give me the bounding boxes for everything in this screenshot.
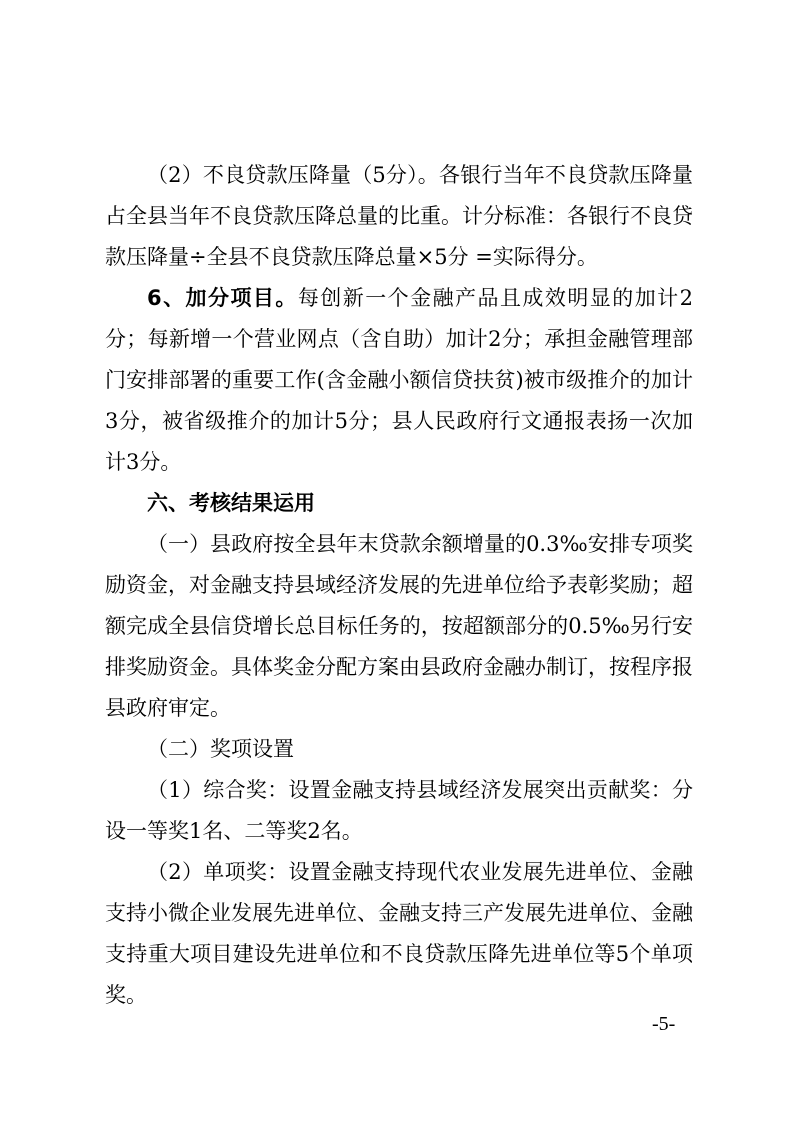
paragraph-reward-funds: （一）县政府按全县年末贷款余额增量的0.3‰安排专项奖励资金，对金融支持县域经济发展的先进单位给予表彰奖励；超额完成全县信贷增长总目标任务的，按超额部分的0.5‰另行安排奖励资金。具体奖金分配方案由县政府金融办制订，按程序报县政府审定。 <box>105 532 693 720</box>
paragraph-bonus-items <box>105 278 693 483</box>
paragraph-bad-loan-reduction: （2）不良贷款压降量（5分）。各银行当年不良贷款压降量占全县当年不良贷款压降总量的比重。计分标准：各银行不良贷款压降量÷全县不良贷款压降总量×5分 =实际得分。 <box>105 163 693 269</box>
page-number: -5- <box>652 1013 676 1035</box>
body-text <box>105 155 693 1016</box>
paragraph-comprehensive-award: （1）综合奖：设置金融支持县域经济发展突出贡献奖：分设一等奖1名、二等奖2名。 <box>105 778 693 843</box>
bonus-items-text: 每创新一个金融产品且成效明显的加计2分；每新增一个营业网点（含自助）加计2分；承担金融管理部门安排部署的重要工作(含金融小额信贷扶贫)被市级推介的加计3分，被省级推介的加计5分；县人民政府行文通报表扬一次加计3分。 <box>105 286 693 474</box>
paragraph-award-setting: （二）奖项设置 <box>147 737 294 761</box>
paragraph-single-awards: （2）单项奖：设置金融支持现代农业发展先进单位、金融支持小微企业发展先进单位、金融支持三产发展先进单位、金融支持重大项目建设先进单位和不良贷款压降先进单位等5个单项奖。 <box>105 860 693 1007</box>
section-heading-results: 六、考核结果运用 <box>147 491 315 515</box>
bonus-items-lead: 6、加分项目。 <box>147 286 298 310</box>
